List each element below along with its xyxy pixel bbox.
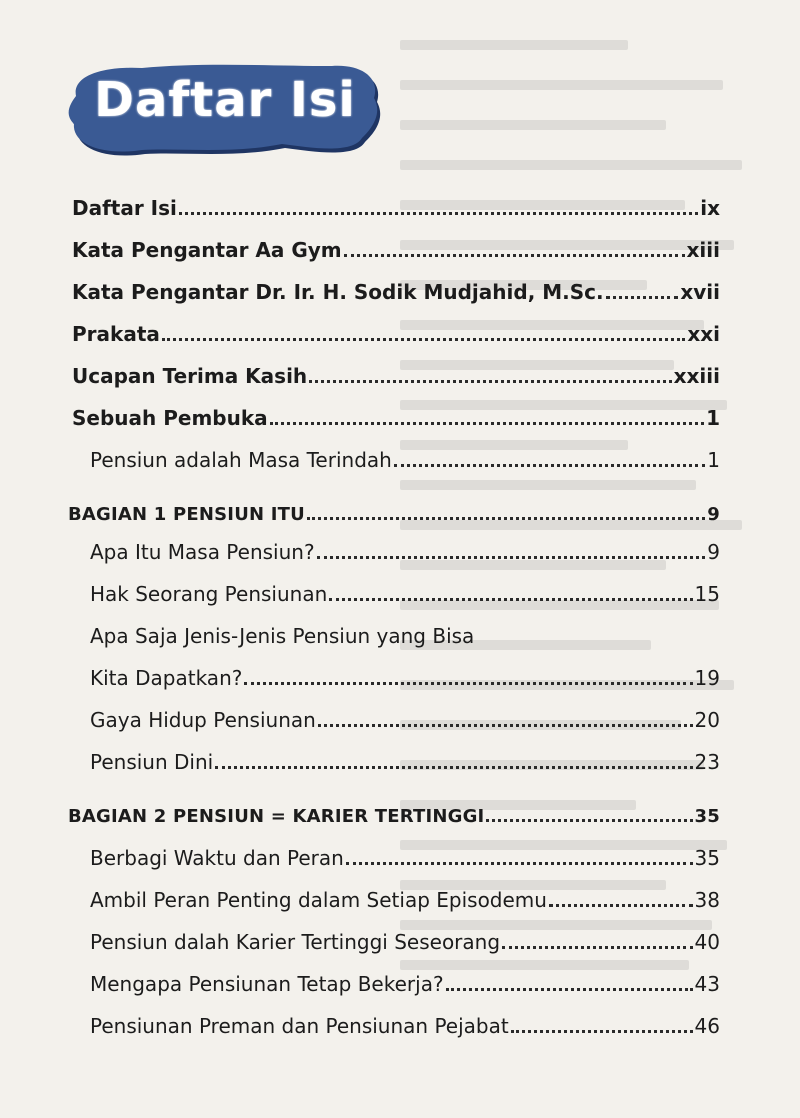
toc-part-label: BAGIAN 2 PENSIUN = KARIER TERTINGGI: [68, 806, 485, 827]
toc-page-number: 9: [707, 504, 720, 525]
toc-subentry[interactable]: [90, 972, 720, 996]
toc-page-number: xxi: [687, 322, 720, 346]
toc-entry-label: Apa Itu Masa Pensiun?: [90, 540, 315, 564]
dot-leader: [270, 422, 704, 425]
toc-entry-label: Kata Pengantar Aa Gym: [72, 238, 342, 262]
toc-entry-label: Pensiunan Preman dan Pensiunan Pejabat: [90, 1014, 509, 1038]
toc-page-number: 9: [707, 540, 720, 564]
toc-page-number: 35: [694, 806, 720, 827]
toc-subentry[interactable]: [90, 888, 720, 912]
toc-page-number: 43: [694, 972, 720, 996]
toc-page-number: 46: [694, 1014, 720, 1038]
dot-leader: [606, 296, 679, 299]
toc-entry-label: Ucapan Terima Kasih: [72, 364, 308, 388]
toc-entry[interactable]: [72, 322, 720, 346]
toc-entry-label: Ambil Peran Penting dalam Setiap Episodemu: [90, 888, 547, 912]
toc-subentry[interactable]: [90, 1014, 720, 1038]
dot-leader: [344, 254, 685, 257]
toc-entry-label: Prakata: [72, 322, 160, 346]
toc-entry-label: Kata Pengantar Dr. Ir. H. Sodik Mudjahid, M.Sc.: [72, 280, 604, 304]
toc-subentry[interactable]: [90, 750, 720, 774]
toc-page-number: xvii: [680, 280, 720, 304]
dot-leader: [317, 556, 706, 559]
toc-entry-label: Gaya Hidup Pensiunan: [90, 708, 316, 732]
toc-subentry[interactable]: [90, 846, 720, 870]
dot-leader: [446, 988, 693, 991]
toc-entry[interactable]: [72, 196, 720, 220]
dot-leader: [162, 338, 685, 341]
toc-entry-label: Pensiun Dini: [90, 750, 214, 774]
toc-page-number: 1: [707, 448, 720, 472]
toc-part-heading[interactable]: [68, 806, 720, 827]
dot-leader: [244, 682, 692, 685]
toc-subentry[interactable]: [90, 708, 720, 732]
title-badge: [62, 58, 382, 158]
dot-leader: [346, 862, 693, 865]
toc-entry-label: Berbagi Waktu dan Peran: [90, 846, 344, 870]
toc-page-number: xxiii: [673, 364, 720, 388]
dot-leader: [318, 724, 693, 727]
toc-subentry[interactable]: [90, 666, 720, 690]
dot-leader: [394, 464, 705, 467]
toc-entry-label: Hak Seorang Pensiunan: [90, 582, 328, 606]
toc-page-number: 15: [694, 582, 720, 606]
toc-page-number: ix: [700, 196, 720, 220]
toc-entry-label: Daftar Isi: [72, 196, 177, 220]
toc-subentry[interactable]: [90, 540, 720, 564]
toc-entry-label: Pensiun dalah Karier Tertinggi Seseorang: [90, 930, 501, 954]
toc-entry[interactable]: [72, 364, 720, 388]
toc-page-number: 23: [694, 750, 720, 774]
toc-entry-label: Kita Dapatkan?: [90, 666, 243, 690]
dot-leader: [486, 819, 692, 822]
dot-leader: [215, 766, 692, 769]
page-title: Daftar Isi: [94, 72, 356, 128]
toc-part-heading[interactable]: [68, 504, 720, 525]
dot-leader: [329, 598, 692, 601]
dot-leader: [502, 946, 693, 949]
toc-page-number: 20: [694, 708, 720, 732]
toc-subentry[interactable]: [90, 448, 720, 472]
toc-part-label: BAGIAN 1 PENSIUN ITU: [68, 504, 305, 525]
toc-page-number: 38: [694, 888, 720, 912]
toc-page-number: xiii: [686, 238, 720, 262]
toc-entry[interactable]: [72, 280, 720, 304]
dot-leader: [549, 904, 693, 907]
toc-entry-label: Sebuah Pembuka: [72, 406, 268, 430]
dot-leader: [309, 380, 671, 383]
toc-entry[interactable]: [72, 406, 720, 430]
toc-entry-label: Mengapa Pensiunan Tetap Bekerja?: [90, 972, 444, 996]
toc-entry[interactable]: [72, 238, 720, 262]
toc-subentry[interactable]: [90, 930, 720, 954]
toc-page-number: 1: [706, 406, 720, 430]
dot-leader: [511, 1030, 693, 1033]
toc-entry-label: Pensiun adalah Masa Terindah: [90, 448, 392, 472]
toc-wrapped-line[interactable]: Apa Saja Jenis-Jenis Pensiun yang Bisa: [90, 624, 475, 648]
toc-subentry[interactable]: [90, 582, 720, 606]
toc-page-number: 35: [694, 846, 720, 870]
dot-leader: [179, 212, 698, 215]
toc-page-number: 19: [694, 666, 720, 690]
dot-leader: [307, 517, 705, 520]
toc-page-number: 40: [694, 930, 720, 954]
